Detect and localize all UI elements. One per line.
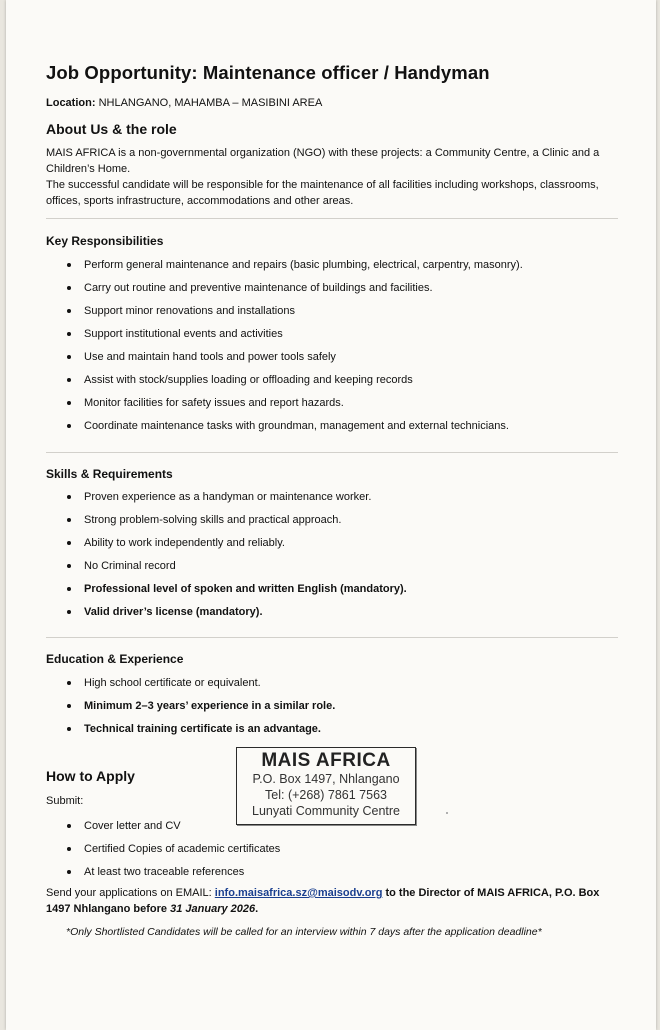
paper-speck [446, 812, 448, 814]
list-item: Perform general maintenance and repairs (basic plumbing, electrical, carpentry, masonry). [46, 257, 606, 280]
deadline-date: 31 January 2026 [170, 903, 256, 915]
send-suffix: . [255, 903, 259, 915]
email-link[interactable]: info.maisafrica.sz@maisodv.org [214, 887, 383, 899]
responsibilities-heading: Key Responsibilities [46, 234, 164, 248]
submit-label: Submit: [46, 795, 84, 807]
send-instructions [46, 885, 621, 917]
stamp-title: MAIS AFRICA [261, 750, 391, 771]
list-item: Ability to work independently and reliably. [46, 535, 606, 558]
apply-heading: How to Apply [46, 768, 135, 784]
list-item: Carry out routine and preventive maintenance of buildings and facilities. [46, 280, 606, 303]
organization-stamp [236, 747, 416, 825]
about-paragraph-1: MAIS AFRICA is a non-governmental organization (NGO) with these projects: a Community Centre, a Clinic and a Children’s Home. [46, 147, 600, 175]
list-item: Proven experience as a handyman or maintenance worker. [46, 489, 606, 512]
list-item: At least two traceable references [46, 864, 606, 887]
stamp-address: P.O. Box 1497, Nhlangano [252, 772, 400, 786]
location-line [46, 97, 322, 109]
divider [46, 637, 618, 638]
about-heading: About Us & the role [46, 121, 177, 137]
list-item: Support institutional events and activities [46, 326, 606, 349]
page-title: Job Opportunity: Maintenance officer / Handyman [46, 62, 490, 83]
document-page [6, 0, 656, 1030]
list-item: Support minor renovations and installations [46, 303, 606, 326]
list-item: Assist with stock/supplies loading or offloading and keeping records [46, 372, 606, 395]
stamp-phone: Tel: (+268) 7861 7563 [265, 788, 387, 802]
location-value: NHLANGANO, MAHAMBA – MASIBINI AREA [98, 97, 323, 109]
list-item: No Criminal record [46, 558, 606, 581]
list-item: High school certificate or equivalent. [46, 675, 606, 698]
shortlist-note: *Only Shortlisted Candidates will be called for an interview within 7 days after the application deadline* [66, 926, 542, 938]
skills-heading: Skills & Requirements [46, 467, 173, 481]
list-item: Coordinate maintenance tasks with groundman, management and external technicians. [46, 418, 606, 441]
education-heading: Education & Experience [46, 652, 184, 666]
list-item: Strong problem-solving skills and practical approach. [46, 512, 606, 535]
location-label: Location: [46, 97, 96, 109]
list-item: Technical training certificate is an advantage. [46, 721, 606, 744]
send-middle: to the Director of MAIS AFRICA, P.O. Box 1497 Nhlangano before [46, 887, 600, 915]
apply-list [46, 818, 606, 887]
list-item: Monitor facilities for safety issues and report hazards. [46, 395, 606, 418]
list-item: Professional level of spoken and written English (mandatory). [46, 581, 606, 604]
about-paragraph-2: The successful candidate will be responsible for the maintenance of all facilities including workshops, classrooms, offices, sports infrastructure, accommodations and other areas. [46, 179, 599, 207]
send-prefix: Send your applications on EMAIL: [46, 887, 212, 899]
divider [46, 452, 618, 453]
list-item: Minimum 2–3 years’ experience in a similar role. [46, 698, 606, 721]
divider [46, 218, 618, 219]
skills-list [46, 489, 606, 627]
education-list [46, 675, 606, 744]
responsibilities-list [46, 257, 606, 441]
list-item: Valid driver’s license (mandatory). [46, 604, 606, 627]
list-item: Cover letter and CV [46, 818, 606, 841]
list-item: Use and maintain hand tools and power tools safely [46, 349, 606, 372]
list-item: Certified Copies of academic certificates [46, 841, 606, 864]
stamp-location: Lunyati Community Centre [252, 804, 400, 818]
